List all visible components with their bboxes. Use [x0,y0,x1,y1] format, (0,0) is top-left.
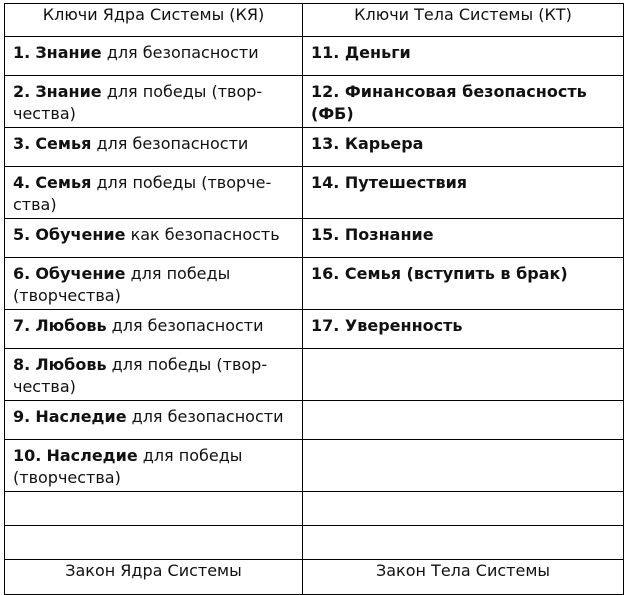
body-law-cell: Закон Тела Системы [303,560,624,595]
key-name: 17. Уверенность [311,316,463,335]
key-name: Семья [35,134,92,153]
key-number: 8. [13,355,31,374]
key-name-cont: (ФБ) [311,104,354,123]
key-number: 10. [13,446,42,465]
table-row [5,401,624,440]
header-row [5,4,624,37]
body-key-cell [303,440,624,492]
key-purpose: для безопасности [96,134,249,153]
key-name: Наследие [46,446,138,465]
key-number: 4. [13,173,31,192]
key-purpose: для безопасности [131,407,284,426]
key-name: Знание [35,82,102,101]
keys-table [4,3,624,595]
key-name: 16. Семья (вступить в брак) [311,264,568,283]
key-name: Знание [35,43,102,62]
key-number: 1. [13,43,31,62]
key-name: Обучение [35,225,126,244]
body-key-cell [303,128,624,167]
body-key-cell [303,401,624,440]
key-purpose: для победы [142,446,243,465]
core-key-cell [5,310,303,349]
core-law-cell: Закон Ядра Системы [5,560,303,595]
key-number: 3. [13,134,31,153]
body-key-cell [303,167,624,219]
table-row [5,37,624,76]
key-purpose: как безопасность [130,225,280,244]
core-key-cell [5,128,303,167]
key-name: Семья [35,173,92,192]
core-key-cell [5,258,303,310]
key-name: Обучение [35,264,126,283]
key-purpose: для безопасности [111,316,264,335]
empty-cell [5,526,303,560]
table-row [5,76,624,128]
key-purpose-cont: ства) [13,195,57,214]
core-key-cell [5,167,303,219]
key-name: 15. Познание [311,225,434,244]
empty-row [5,526,624,560]
core-key-cell [5,37,303,76]
key-name: 11. Деньги [311,43,411,62]
core-key-cell [5,219,303,258]
key-purpose: для безопасности [106,43,259,62]
key-number: 9. [13,407,31,426]
body-key-cell [303,219,624,258]
key-purpose-cont: чества) [13,377,76,396]
table-row [5,310,624,349]
empty-cell [303,526,624,560]
table-row [5,349,624,401]
empty-cell [5,492,303,526]
key-name: Любовь [35,316,107,335]
body-key-cell [303,76,624,128]
key-purpose: для победы (творче- [96,173,272,192]
key-number: 5. [13,225,31,244]
key-name: 14. Путешествия [311,173,468,192]
key-name: Наследие [35,407,127,426]
table-row [5,167,624,219]
key-purpose-cont: (творчества) [13,286,121,305]
key-purpose: для победы [130,264,231,283]
key-name: 13. Карьера [311,134,424,153]
table-row [5,440,624,492]
body-key-cell [303,37,624,76]
core-keys-header: Ключи Ядра Системы (КЯ) [5,4,303,37]
core-key-cell [5,440,303,492]
empty-row [5,492,624,526]
core-key-cell [5,349,303,401]
key-name: 12. Финансовая безопасность [311,82,587,101]
key-purpose-cont: чества) [13,104,76,123]
key-number: 7. [13,316,31,335]
key-purpose-cont: (творчества) [13,468,121,487]
core-key-cell [5,401,303,440]
table-row [5,219,624,258]
footer-row [5,560,624,595]
body-keys-header: Ключи Тела Системы (КТ) [303,4,624,37]
body-key-cell [303,258,624,310]
key-purpose: для победы (твор- [106,82,263,101]
core-key-cell [5,76,303,128]
empty-cell [303,492,624,526]
table-row [5,128,624,167]
body-key-cell [303,310,624,349]
key-name: Любовь [35,355,107,374]
key-number: 2. [13,82,31,101]
table-row [5,258,624,310]
body-key-cell [303,349,624,401]
key-purpose: для победы (твор- [111,355,268,374]
key-number: 6. [13,264,31,283]
